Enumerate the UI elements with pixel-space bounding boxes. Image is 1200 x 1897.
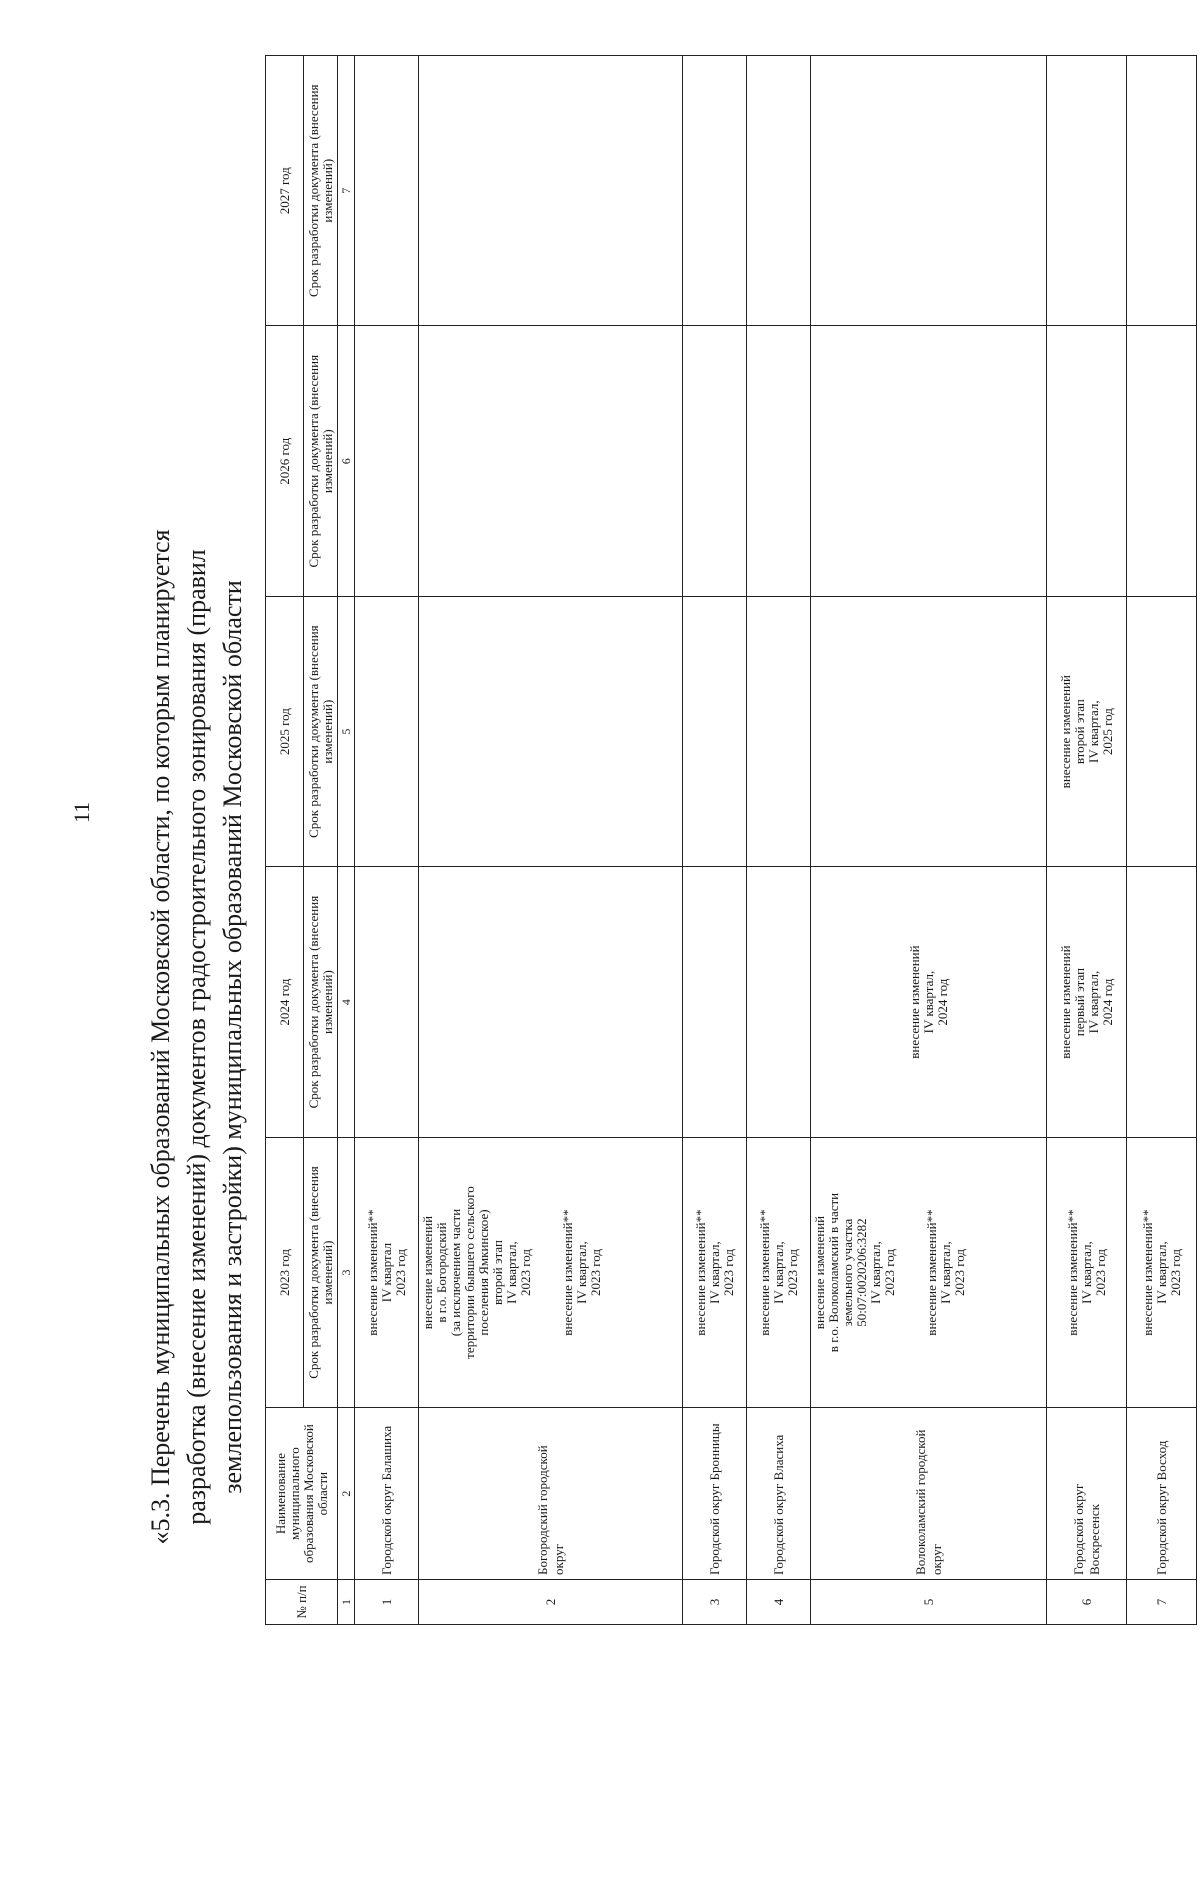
municipality-name: Городской округ Воскресенск [1047,1408,1127,1580]
cell-text-line: внесение изменений [1057,674,1073,789]
subheader-2025: Срок разработки документа (внесения изменений) [304,596,338,866]
cell-text-line: первый этап [1071,967,1087,1037]
municipality-name: Городской округ Балашиха [355,1408,419,1580]
schedule-cell-2027 [419,56,683,326]
header-number: № п/п [266,1579,338,1624]
cell-text-line: IV квартал, [770,1241,786,1304]
cell-text-line: внесение изменений** [756,1209,772,1336]
page-number: 11 [69,801,94,823]
cell-text-line: IV квартал, [574,1241,589,1304]
cell-text-line: внесение изменений** [364,1209,380,1336]
cell-text-line: земельного участка [840,1218,855,1327]
schedule-cell-2024 [355,867,419,1137]
cell-text-line: внесение изменений** [560,1209,575,1336]
row-number: 3 [683,1579,747,1624]
schedule-cell-2026 [419,326,683,596]
column-number: 7 [338,56,355,326]
municipality-name: Городской округ Власиха [747,1408,811,1580]
cell-text-line: в г.о. Богородский [434,1222,449,1323]
schedule-cell-2025 [419,596,683,866]
cell-text-line: IV квартал, [920,970,936,1034]
schedule-cell-2027 [355,56,419,326]
cell-text-line: внесение изменений [812,1215,827,1330]
municipality-name: Городской округ Бронницы [683,1408,747,1580]
table-row [747,56,811,1625]
table-row [1047,56,1127,1625]
table-row [683,56,747,1625]
schedule-cell-2027 [1047,56,1127,326]
column-number: 1 [338,1579,355,1624]
cell-text-line: IV квартал, [504,1241,519,1304]
cell-text-line: IV квартал, [1078,1241,1094,1304]
header-year-2023: 2023 год [266,1137,304,1407]
cell-text-line: 2023 год [882,1249,897,1297]
title-line: разработка (внесение изменений) документов градостроительного зонирования (правил [182,549,211,1525]
schedule-cell-2024 [811,867,1047,1137]
cell-text-line: 2025 год [1099,708,1115,756]
schedule-cell-2025 [811,596,1047,866]
schedule-cell-2026 [355,326,419,596]
table-row [811,56,1047,1625]
title-line: землепользования и застройки) муниципальных образований Московской области [218,580,247,1494]
schedule-cell-2025 [747,596,811,866]
cell-text-line: IV квартал, [868,1241,883,1304]
cell-text-line: 50:07:0020206:3282 [854,1218,869,1327]
cell-text-line: внесение изменений [420,1215,435,1330]
subheader-2024: Срок разработки документа (внесения изменений) [304,867,338,1137]
cell-text-line: 2024 год [1099,978,1115,1026]
title-line: «5.3. Перечень муниципальных образований Московской области, по которым планируется [146,529,175,1545]
row-number: 5 [811,1579,1047,1624]
schedule-table [265,55,1197,1625]
cell-text-line: 2023 год [720,1249,736,1297]
schedule-cell-2023 [683,1137,747,1407]
cell-text-line: IV квартал, [1153,1241,1169,1304]
schedule-cell-2024 [419,867,683,1137]
cell-text-line: внесение изменений [906,945,922,1059]
cell-text-line: 2023 год [392,1249,408,1297]
column-number: 6 [338,326,355,596]
cell-text-line: 2024 год [934,978,950,1026]
schedule-table-container [265,55,1183,1625]
municipality-name: Городской округ Восход [1127,1408,1197,1580]
cell-text-line: внесение изменений** [692,1209,708,1336]
table-body [355,56,1197,1625]
cell-text-line: внесение изменений** [1139,1209,1155,1336]
cell-text-line: 2023 год [518,1249,533,1297]
cell-text-line: 2023 год [1092,1249,1108,1297]
cell-text-line: (за исключением части [448,1208,463,1337]
subheader-2027: Срок разработки документа (внесения изменений) [304,56,338,326]
cell-text-line: внесение изменений** [924,1209,939,1336]
column-number: 4 [338,867,355,1137]
cell-text-line: внесение изменений** [1064,1209,1080,1336]
header-year-2026: 2026 год [266,326,304,596]
schedule-cell-2024 [1127,867,1197,1137]
cell-text-line: внесение изменений [1057,945,1073,1059]
cell-text-line: IV квартал, [1085,970,1101,1034]
schedule-cell-2027 [1127,56,1197,326]
cell-text-line: в г.о. Волоколамский в части [826,1192,841,1353]
schedule-cell-2024 [747,867,811,1137]
schedule-cell-2026 [683,326,747,596]
schedule-cell-2026 [811,326,1047,596]
schedule-cell-2027 [811,56,1047,326]
cell-text-line: 2023 год [784,1249,800,1297]
cell-text-line: 2023 год [952,1249,967,1297]
municipality-name: Богородский городской округ [419,1408,683,1580]
row-number: 4 [747,1579,811,1624]
column-number: 3 [338,1137,355,1407]
schedule-cell-2026 [747,326,811,596]
schedule-cell-2025 [1127,596,1197,866]
cell-text-line: IV квартал, [706,1241,722,1304]
table-row [419,56,683,1625]
schedule-cell-2027 [747,56,811,326]
schedule-cell-2023 [355,1137,419,1407]
schedule-cell-2024 [1047,867,1127,1137]
schedule-cell-2023 [811,1137,1047,1407]
schedule-cell-2026 [1127,326,1197,596]
row-number: 2 [419,1579,683,1624]
schedule-cell-2023 [1127,1137,1197,1407]
schedule-cell-2023 [419,1137,683,1407]
cell-text-line: 2023 год [1167,1249,1183,1297]
cell-text-line: поселения Ямкинское) [476,1209,491,1336]
header-year-2024: 2024 год [266,867,304,1137]
schedule-cell-2025 [355,596,419,866]
cell-text-line: второй этап [490,1240,505,1306]
table-row [1127,56,1197,1625]
cell-text-line: IV квартал [378,1242,394,1303]
cell-text-line: 2023 год [588,1249,603,1297]
subheader-2026: Срок разработки документа (внесения изменений) [304,326,338,596]
municipality-name: Волоколамский городской округ [811,1408,1047,1580]
column-number-row [338,56,355,1625]
schedule-cell-2025 [1047,596,1127,866]
cell-text-line: IV квартал, [938,1241,953,1304]
row-number: 7 [1127,1579,1197,1624]
schedule-cell-2025 [683,596,747,866]
row-number: 1 [355,1579,419,1624]
cell-text-line: IV квартал, [1085,700,1101,763]
schedule-cell-2024 [683,867,747,1137]
header-year-2027: 2027 год [266,56,304,326]
schedule-cell-2027 [683,56,747,326]
schedule-cell-2026 [1047,326,1127,596]
schedule-cell-2023 [747,1137,811,1407]
table-row [355,56,419,1625]
row-number: 6 [1047,1579,1127,1624]
header-year-2025: 2025 год [266,596,304,866]
cell-text-line: территории бывшего сельского [462,1186,477,1359]
cell-text-line: второй этап [1071,699,1087,765]
column-number: 2 [338,1408,355,1580]
header-municipality-name: Наименование муниципального образования Московской области [266,1408,338,1580]
schedule-cell-2023 [1047,1137,1127,1407]
column-number: 5 [338,596,355,866]
subheader-2023: Срок разработки документа (внесения изменений) [304,1137,338,1407]
